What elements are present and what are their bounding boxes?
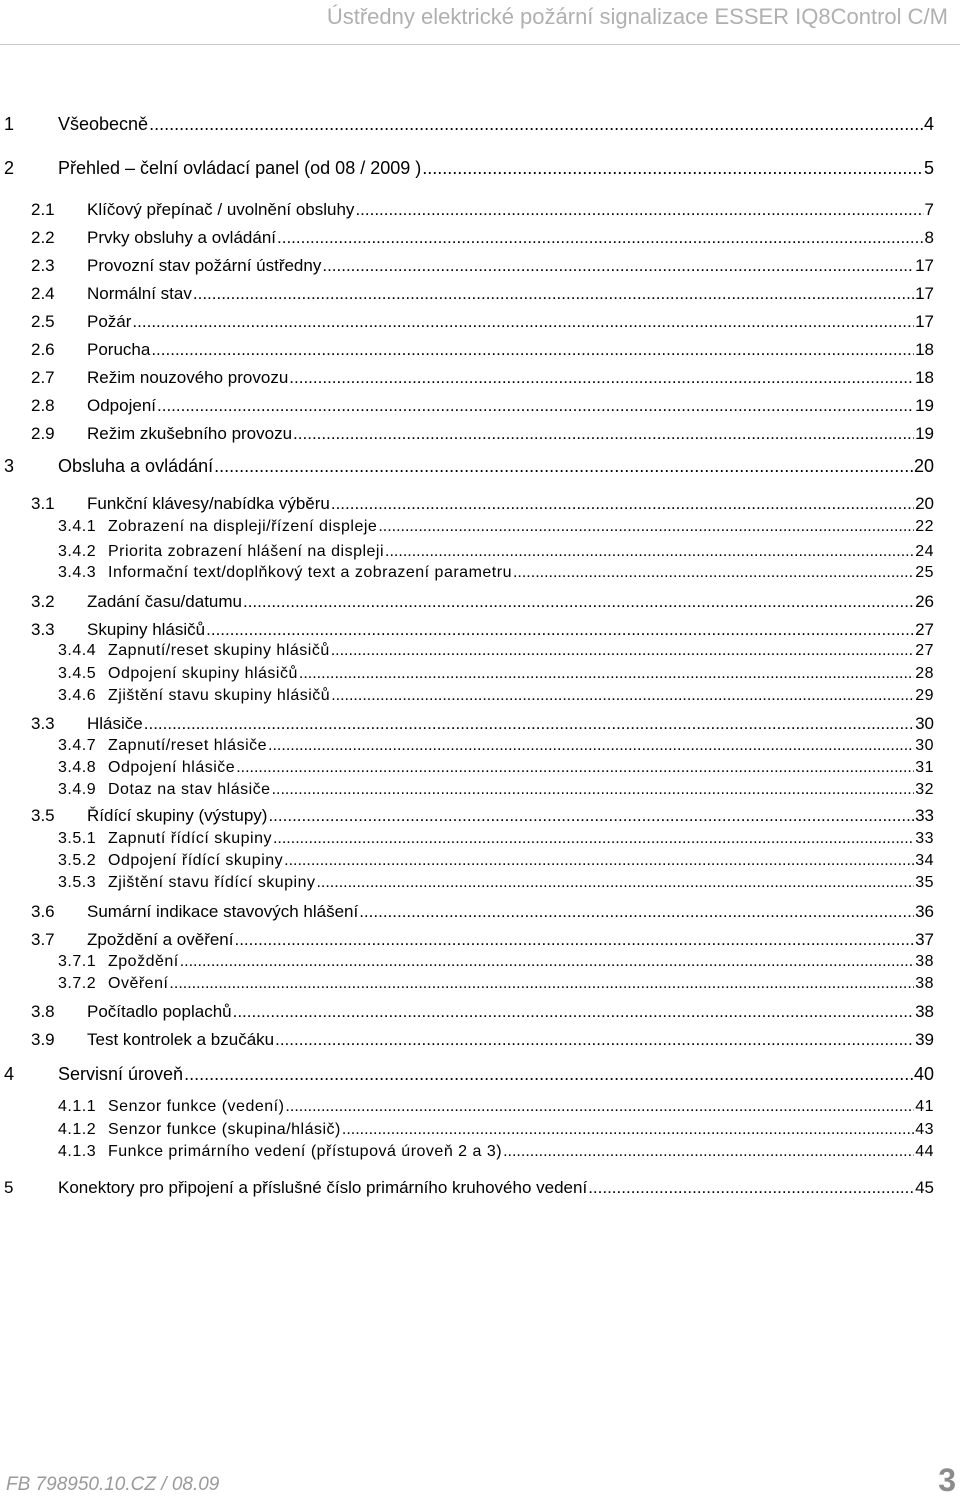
toc-leader-dots: [378, 518, 914, 536]
toc-entry-title: Obsluha a ovládání: [58, 456, 214, 476]
toc-entry-2[interactable]: [4, 158, 934, 179]
toc-leader-dots: [277, 228, 924, 248]
toc-entry-number: 3.5: [31, 806, 55, 825]
toc-entry-number: 3.4.4: [58, 642, 97, 659]
toc-entry-number: 3.3: [31, 620, 55, 639]
toc-leader-dots: [285, 1098, 914, 1116]
toc-entry-page: 45: [915, 1178, 934, 1197]
toc-entry-title: Režim zkušebního provozu: [87, 424, 293, 443]
toc-entry-title: Zapnutí řídící skupiny: [108, 830, 272, 847]
toc-entry-title: Provozní stav požární ústředny: [87, 256, 322, 275]
toc-entry-page: 27: [915, 620, 934, 639]
toc-entry-page: 19: [915, 424, 934, 443]
toc-leader-dots: [151, 340, 914, 360]
toc-entry-page: 24: [915, 543, 934, 560]
toc-entry-page: 25: [915, 564, 934, 581]
page-number: 3: [938, 1462, 956, 1498]
toc-entry-number: 3.5.3: [58, 874, 97, 891]
toc-entry-number: 4.1.2: [58, 1121, 97, 1138]
toc-entry-title: Počítadlo poplachů: [87, 1002, 232, 1021]
toc-leader-dots: [588, 1178, 914, 1198]
toc-entry-3-5-1[interactable]: [58, 830, 934, 848]
toc-entry-title: Režim nouzového provozu: [87, 368, 289, 387]
document-header-title: Ústředny elektrické požární signalizace ESSER IQ8Control C/M: [326, 4, 948, 29]
toc-leader-dots: [169, 975, 914, 993]
toc-entry-page: 43: [915, 1121, 934, 1138]
toc-entry-title: Skupiny hlásičů: [87, 620, 206, 639]
toc-entry-title: Normální stav: [87, 284, 192, 303]
toc-entry-title: Priorita zobrazení hlášení na displeji: [108, 543, 385, 560]
toc-entry-3-4-2[interactable]: [58, 543, 934, 561]
toc-entry-title: Funkce primárního vedení (přístupová úroveň 2 a 3): [108, 1143, 503, 1160]
toc-leader-dots: [289, 368, 914, 388]
toc-entry-page: 17: [915, 312, 934, 331]
toc-entry-title: Zobrazení na displeji/řízení displeje: [108, 518, 378, 535]
toc-leader-dots: [268, 806, 914, 826]
toc-entry-title: Zpoždění a ověření: [87, 930, 234, 949]
toc-entry-number: 3.4.9: [58, 781, 97, 798]
toc-leader-dots: [331, 642, 914, 660]
toc-entry-3-8[interactable]: [31, 1002, 934, 1022]
toc-entry-3[interactable]: [4, 456, 934, 477]
toc-entry-number: 3.7.2: [58, 975, 97, 992]
toc-entry-2-4[interactable]: [31, 284, 934, 304]
toc-entry-title: Servisní úroveň: [58, 1064, 184, 1084]
toc-entry-number: 3.7: [31, 930, 55, 949]
toc-entry-number: 4.1.1: [58, 1098, 97, 1115]
toc-entry-number: 5: [4, 1178, 14, 1197]
toc-leader-dots: [275, 1030, 914, 1050]
toc-entry-page: 27: [915, 642, 934, 659]
toc-entry-2-3[interactable]: [31, 256, 934, 276]
toc-entry-page: 35: [915, 874, 934, 891]
toc-entry-title: Zapnutí/reset skupiny hlásičů: [108, 642, 330, 659]
toc-entry-title: Ověření: [108, 975, 169, 992]
toc-entry-page: 20: [913, 456, 934, 476]
toc-entry-number: 3: [4, 456, 15, 476]
toc-entry-title: Funkční klávesy/nabídka výběru: [87, 494, 330, 513]
toc-leader-dots: [184, 1064, 913, 1085]
toc-leader-dots: [233, 1002, 914, 1022]
toc-entry-page: 38: [915, 975, 934, 992]
toc-entry-page: 19: [915, 396, 934, 415]
toc-entry-title: Prvky obsluhy a ovládání: [87, 228, 276, 247]
toc-entry-3-5-2[interactable]: [58, 852, 934, 870]
toc-entry-number: 3.9: [31, 1030, 55, 1049]
toc-entry-number: 3.8: [31, 1002, 55, 1021]
toc-leader-dots: [272, 781, 915, 799]
toc-leader-dots: [299, 665, 914, 683]
toc-entry-title: Řídící skupiny (výstupy): [87, 806, 268, 825]
toc-leader-dots: [342, 1121, 914, 1139]
toc-entry-title: Klíčový přepínač / uvolnění obsluhy: [87, 200, 355, 219]
toc-entry-title: Požár: [87, 312, 132, 331]
toc-leader-dots: [316, 874, 914, 892]
toc-entry-page: 29: [915, 687, 934, 704]
toc-entry-3-4-1[interactable]: [58, 518, 934, 536]
toc-entry-page: 37: [915, 930, 934, 949]
toc-entry-number: 2.3: [31, 256, 55, 275]
toc-entry-page: 17: [915, 284, 934, 303]
toc-entry-title: Senzor funkce (vedení): [108, 1098, 285, 1115]
toc-entry-title: Všeobecně: [58, 114, 149, 134]
toc-entry-number: 2.4: [31, 284, 55, 303]
toc-entry-3-7-2[interactable]: [58, 975, 934, 993]
toc-leader-dots: [284, 852, 914, 870]
toc-entry-3-6[interactable]: [31, 902, 934, 922]
toc-entry-page: 7: [924, 200, 934, 219]
toc-entry-page: 18: [915, 340, 934, 359]
toc-entry-number: 3.4.7: [58, 737, 97, 754]
toc-entry-number: 4.1.3: [58, 1143, 97, 1160]
toc-entry-page: 28: [915, 665, 934, 682]
toc-entry-number: 3.6: [31, 902, 55, 921]
toc-entry-page: 18: [915, 368, 934, 387]
toc-leader-dots: [331, 687, 914, 705]
toc-entry-page: 26: [915, 592, 934, 611]
toc-entry-3-3[interactable]: [31, 620, 934, 640]
toc-entry-page: 4: [923, 114, 934, 134]
toc-entry-number: 2.8: [31, 396, 55, 415]
toc-entry-number: 2.2: [31, 228, 55, 247]
toc-entry-number: 4: [4, 1064, 15, 1084]
toc-entry-3-4-4[interactable]: [58, 642, 934, 660]
toc-entry-title: Hlásiče: [87, 714, 143, 733]
toc-leader-dots: [180, 953, 914, 971]
toc-leader-dots: [268, 737, 914, 755]
toc-entry-2-6[interactable]: [31, 340, 934, 360]
toc-entry-number: 2: [4, 158, 15, 178]
toc-entry-4-1-1[interactable]: [58, 1098, 934, 1116]
toc-leader-dots: [422, 158, 923, 179]
toc-leader-dots: [293, 424, 914, 444]
toc-entry-number: 3.2: [31, 592, 55, 611]
toc-entry-page: 36: [915, 902, 934, 921]
toc-entry-title: Porucha: [87, 340, 151, 359]
toc-entry-2-7[interactable]: [31, 368, 934, 388]
toc-entry-number: 3.4.6: [58, 687, 97, 704]
toc-entry-page: 33: [915, 806, 934, 825]
toc-entry-page: 17: [915, 256, 934, 275]
toc-entry-3-2[interactable]: [31, 592, 934, 612]
toc-entry-number: 2.1: [31, 200, 55, 219]
toc-entry-number: 3.1: [31, 494, 55, 513]
toc-entry-number: 3.4.1: [58, 518, 97, 535]
document-code: FB 798950.10.CZ / 08.09: [6, 1474, 220, 1495]
toc-entry-number: 3.4.8: [58, 759, 97, 776]
toc-entry-3-9[interactable]: [31, 1030, 934, 1050]
toc-entry-page: 33: [915, 830, 934, 847]
toc-entry-title: Konektory pro připojení a příslušné číslo primárního kruhového vedení: [58, 1178, 588, 1197]
toc-entry-page: 31: [915, 759, 934, 776]
toc-leader-dots: [331, 494, 914, 514]
toc-entry-page: 32: [915, 781, 934, 798]
toc-entry-number: 3.4.2: [58, 543, 97, 560]
toc-entry-title: Senzor funkce (skupina/hlásič): [108, 1121, 341, 1138]
toc-entry-5[interactable]: [4, 1178, 934, 1198]
toc-entry-title: Odpojení: [87, 396, 156, 415]
toc-leader-dots: [243, 592, 914, 612]
toc-entry-4[interactable]: [4, 1064, 934, 1085]
toc-entry-number: 2.5: [31, 312, 55, 331]
toc-entry-title: Test kontrolek a bzučáku: [87, 1030, 275, 1049]
toc-leader-dots: [149, 114, 923, 135]
toc-leader-dots: [206, 620, 914, 640]
toc-entry-number: 2.7: [31, 368, 55, 387]
toc-entry-number: 2.6: [31, 340, 55, 359]
toc-leader-dots: [144, 714, 914, 734]
toc-entry-page: 5: [923, 158, 934, 178]
toc-leader-dots: [355, 200, 923, 220]
toc-entry-3-5-3[interactable]: [58, 874, 934, 892]
toc-entry-number: 3.5.2: [58, 852, 97, 869]
toc-entry-3-3-hlasice[interactable]: [31, 714, 934, 734]
toc-entry-number: 3.5.1: [58, 830, 97, 847]
toc-entry-number: 2.9: [31, 424, 55, 443]
toc-entry-title: Zpoždění: [108, 953, 179, 970]
toc-entry-3-4-3[interactable]: [58, 564, 934, 582]
toc-entry-page: 40: [913, 1064, 934, 1084]
toc-entry-page: 38: [915, 953, 934, 970]
toc-entry-number: 1: [4, 114, 15, 134]
toc-leader-dots: [234, 930, 914, 950]
toc-entry-title: Odpojení skupiny hlásičů: [108, 665, 298, 682]
toc-leader-dots: [236, 759, 914, 777]
toc-entry-title: Zapnutí/reset hlásiče: [108, 737, 268, 754]
toc-leader-dots: [385, 543, 914, 561]
toc-entry-2-5[interactable]: [31, 312, 934, 332]
toc-entry-3-7-1[interactable]: [58, 953, 934, 971]
toc-entry-1[interactable]: [4, 114, 934, 135]
toc-leader-dots: [214, 456, 913, 477]
toc-entry-page: 44: [915, 1143, 934, 1160]
toc-entry-title: Zjištění stavu skupiny hlásičů: [108, 687, 331, 704]
toc-leader-dots: [132, 312, 914, 332]
toc-entry-title: Přehled – čelní ovládací panel (od 08 / 2009 ): [58, 158, 422, 178]
toc-entry-number: 3.4.5: [58, 665, 97, 682]
toc-entry-number: 3.3: [31, 714, 55, 733]
toc-leader-dots: [157, 396, 914, 416]
toc-entry-title: Odpojení hlásiče: [108, 759, 236, 776]
toc-leader-dots: [193, 284, 914, 304]
toc-leader-dots: [513, 564, 914, 582]
toc-entry-page: 30: [915, 737, 934, 754]
toc-entry-page: 38: [915, 1002, 934, 1021]
toc-entry-title: Zadání času/datumu: [87, 592, 242, 611]
toc-entry-2-1[interactable]: [31, 200, 934, 220]
toc-entry-title: Odpojení řídící skupiny: [108, 852, 284, 869]
header-divider: [0, 44, 960, 45]
toc-entry-2-9[interactable]: [31, 424, 934, 444]
toc-entry-page: 41: [915, 1098, 934, 1115]
toc-entry-title: Informační text/doplňkový text a zobrazení parametru: [108, 564, 512, 581]
toc-entry-3-1[interactable]: [31, 494, 934, 514]
toc-leader-dots: [503, 1143, 914, 1161]
toc-entry-2-2[interactable]: [31, 228, 934, 248]
toc-entry-number: 3.4.3: [58, 564, 97, 581]
toc-entry-4-1-3[interactable]: [58, 1143, 934, 1161]
toc-leader-dots: [359, 902, 914, 922]
toc-entry-3-4-9[interactable]: [58, 781, 934, 799]
toc-entry-page: 20: [915, 494, 934, 513]
toc-entry-4-1-2[interactable]: [58, 1121, 934, 1139]
toc-entry-3-4-6[interactable]: [58, 687, 934, 705]
toc-entry-page: 22: [915, 518, 934, 535]
toc-entry-3-4-8[interactable]: [58, 759, 934, 777]
toc-entry-3-4-7[interactable]: [58, 737, 934, 755]
toc-entry-title: Dotaz na stav hlásiče: [108, 781, 271, 798]
toc-entry-number: 3.7.1: [58, 953, 97, 970]
toc-leader-dots: [322, 256, 914, 276]
toc-entry-title: Sumární indikace stavových hlášení: [87, 902, 359, 921]
toc-entry-3-4-5[interactable]: [58, 665, 934, 683]
toc-entry-page: 39: [915, 1030, 934, 1049]
toc-entry-2-8[interactable]: [31, 396, 934, 416]
toc-entry-3-7[interactable]: [31, 930, 934, 950]
toc-entry-page: 34: [915, 852, 934, 869]
toc-entry-page: 8: [924, 228, 934, 247]
toc-entry-title: Zjištění stavu řídící skupiny: [108, 874, 316, 891]
toc-entry-3-5[interactable]: [31, 806, 934, 826]
toc-leader-dots: [273, 830, 914, 848]
toc-entry-page: 30: [915, 714, 934, 733]
